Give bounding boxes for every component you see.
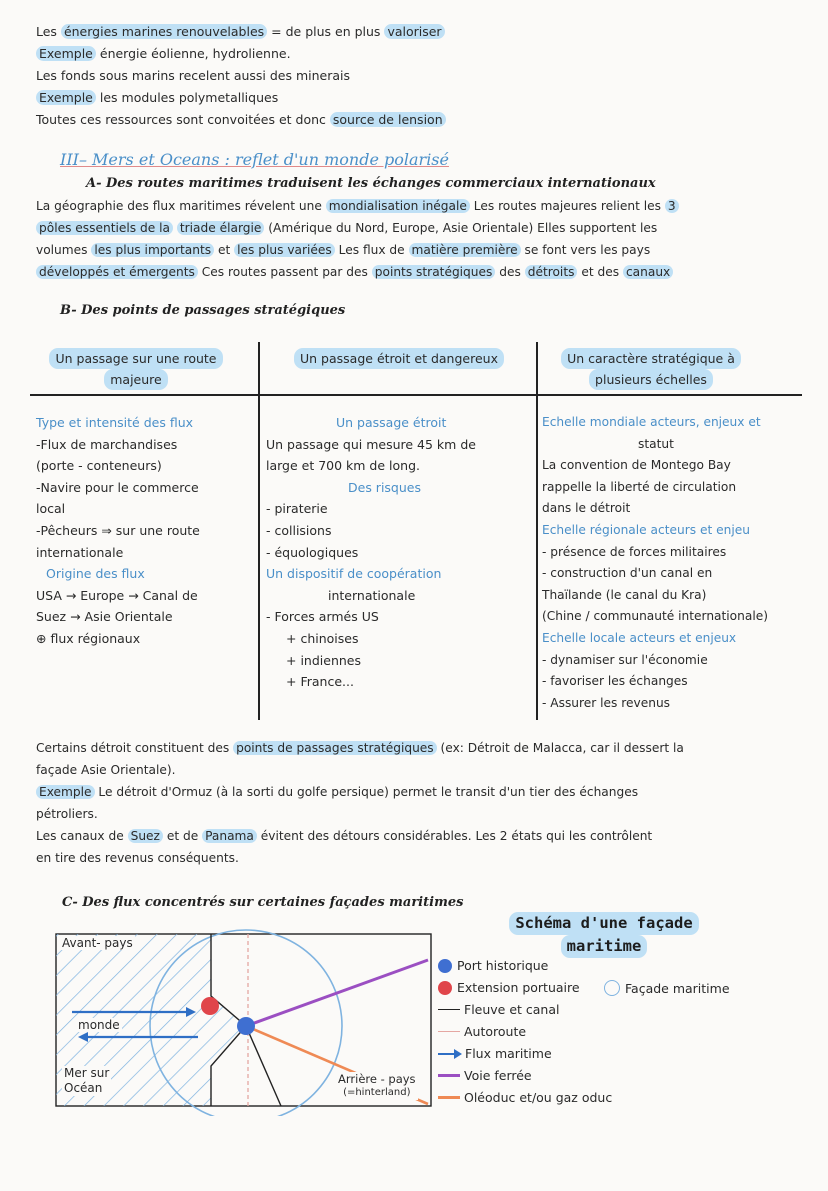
orange-line-icon (438, 1096, 460, 1099)
table-cell: rappelle la liberté de circulation (542, 479, 737, 494)
arrow-head-icon (454, 1049, 462, 1059)
table-cell: - favoriser les échanges (542, 674, 688, 689)
schema-title: Schéma d'une façade maritime (488, 912, 720, 958)
para-2-line-4: pétroliers. (36, 807, 98, 821)
pink-line-icon (438, 1031, 460, 1033)
table-cell: (porte - conteneurs) (36, 458, 162, 474)
table-divider (536, 342, 538, 720)
port-extension-dot (201, 997, 219, 1015)
monde-label: monde (78, 1018, 120, 1032)
table-cell: Un passage qui mesure 45 km de (266, 436, 476, 452)
table-header-3: Un caractère stratégique à plusieurs échelles (546, 348, 756, 390)
purple-line-icon (438, 1074, 460, 1077)
table-cell: - dynamiser sur l'économie (542, 652, 708, 667)
table-cell: Un passage étroit (336, 415, 447, 430)
table-divider (30, 394, 802, 396)
blue-arrow-icon (438, 1053, 454, 1055)
table-cell: + indiennes (286, 652, 361, 668)
para-2-line-2: façade Asie Orientale). (36, 763, 176, 777)
table-cell: + chinoises (286, 630, 359, 646)
table-cell: Type et intensité des flux (36, 415, 194, 430)
table-header-1: Un passage sur une route majeure (36, 348, 236, 390)
table-cell: internationale (328, 587, 416, 603)
bleed-through (560, 92, 564, 107)
subsection-c-title: C- Des flux concentrés sur certaines façades maritimes (62, 895, 464, 910)
para-2-line-6: en tire des revenus conséquents. (36, 851, 239, 865)
historic-port-dot (237, 1017, 255, 1035)
arriere-pays-label: Arrière - pays (=hinterland) (338, 1072, 416, 1098)
table-cell: Suez → Asie Orientale (36, 609, 173, 625)
blue-dot-icon (438, 959, 452, 973)
table-cell: local (36, 501, 66, 517)
black-line-icon (438, 1009, 460, 1011)
table-cell: - Forces armés US (266, 609, 379, 625)
avant-pays-label: Avant- pays (62, 936, 133, 950)
circle-outline-icon (604, 980, 620, 996)
para-2-line-1: Certains détroit constituent des points de passages stratégiques (ex: Détroit de Malacca, car il dessert la (36, 741, 684, 755)
diagram-legend (438, 956, 818, 1116)
table-cell: - collisions (266, 522, 332, 538)
legend-item-historic-port: Port historique (438, 958, 548, 973)
section-3-title: III– Mers et Oceans : reflet d'un monde polarisé (60, 150, 449, 169)
intro-line-4: Exemple les modules polymetalliques (36, 90, 278, 106)
table-cell: Des risques (348, 479, 421, 495)
table-col-3 (542, 412, 768, 714)
table-cell: Thaïlande (le canal du Kra) (542, 587, 707, 602)
legend-item-river: Fleuve et canal (438, 1002, 560, 1017)
table-header-2: Un passage étroit et dangereux (266, 348, 532, 369)
table-cell: Echelle locale acteurs et enjeux (542, 630, 737, 645)
table-divider (258, 342, 260, 720)
table-cell: - présence de forces militaires (542, 544, 727, 559)
table-cell: (Chine / communauté internationale) (542, 609, 768, 624)
legend-item-railway: Voie ferrée (438, 1068, 532, 1083)
intro-line-5: Toutes ces ressources sont convoitées et donc source de lension (36, 112, 446, 128)
table-cell: Echelle mondiale acteurs, enjeux et (542, 415, 761, 429)
table-cell: statut (638, 436, 674, 451)
table-cell: - construction d'un canal en (542, 566, 713, 581)
table-col-2 (266, 412, 476, 693)
table-cell: + France... (286, 674, 354, 690)
legend-item-facade: Façade maritime (604, 980, 730, 996)
table-cell: internationale (36, 544, 124, 560)
mer-label: Mer sur Océan (64, 1066, 110, 1095)
subsection-a-title: A- Des routes maritimes traduisent les échanges commerciaux internationaux (86, 176, 656, 191)
intro-line-2: Exemple énergie éolienne, hydrolienne. (36, 46, 291, 62)
para-a-line-1: La géographie des flux maritimes révelent une mondialisation inégale Les routes majeures relient les 3 (36, 198, 679, 214)
table-cell: - piraterie (266, 501, 328, 517)
table-cell: Echelle régionale acteurs et enjeu (542, 522, 750, 537)
railway-line (246, 960, 428, 1026)
table-cell: ⊕ flux régionaux (36, 630, 141, 646)
para-a-line-4: développés et émergents Ces routes passent par des points stratégiques des détroits et des canaux (36, 264, 673, 280)
para-2-line-3: Exemple Le détroit d'Ormuz (à la sorti du golfe persique) permet le transit d'un tier des échanges (36, 784, 638, 800)
table-cell: Origine des flux (46, 566, 145, 582)
para-2-line-5: Les canaux de Suez et de Panama évitent des détours considérables. Les 2 états qui les contrôlent (36, 829, 653, 843)
table-cell: -Flux de marchandises (36, 436, 178, 452)
table-cell: - Assurer les revenus (542, 695, 671, 710)
table-cell: Un dispositif de coopération (266, 566, 442, 582)
para-a-line-3: volumes les plus importants et les plus variées Les flux de matière première se font vers les pays (36, 243, 651, 257)
table-cell: large et 700 km de long. (266, 458, 420, 474)
intro-line-3: Les fonds sous marins recelent aussi des minerais (36, 68, 351, 83)
para-a-line-2: pôles essentiels de la triade élargie (Amérique du Nord, Europe, Asie Orientale) Elles supportent les (36, 220, 657, 236)
table-col-1 (36, 412, 200, 650)
legend-item-pipeline: Oléoduc et/ou gaz oduc (438, 1090, 612, 1105)
subsection-b-title: B- Des points de passages stratégiques (60, 303, 346, 318)
table-cell: -Navire pour le commerce (36, 479, 199, 495)
table-cell: USA → Europe → Canal de (36, 587, 198, 603)
table-cell: - équologiques (266, 544, 359, 560)
table-cell: -Pêcheurs ⇒ sur une route (36, 522, 200, 538)
legend-item-motorway: Autoroute (438, 1024, 526, 1039)
table-cell: La convention de Montego Bay (542, 458, 731, 473)
red-dot-icon (438, 981, 452, 995)
legend-item-port-extension: Extension portuaire (438, 980, 580, 995)
strategic-passages-table (30, 342, 802, 720)
legend-item-maritime-flow: Flux maritime (438, 1046, 552, 1061)
intro-line-1: Les énergies marines renouvelables = de plus en plus valoriser (36, 24, 445, 40)
table-cell: dans le détroit (542, 501, 631, 516)
